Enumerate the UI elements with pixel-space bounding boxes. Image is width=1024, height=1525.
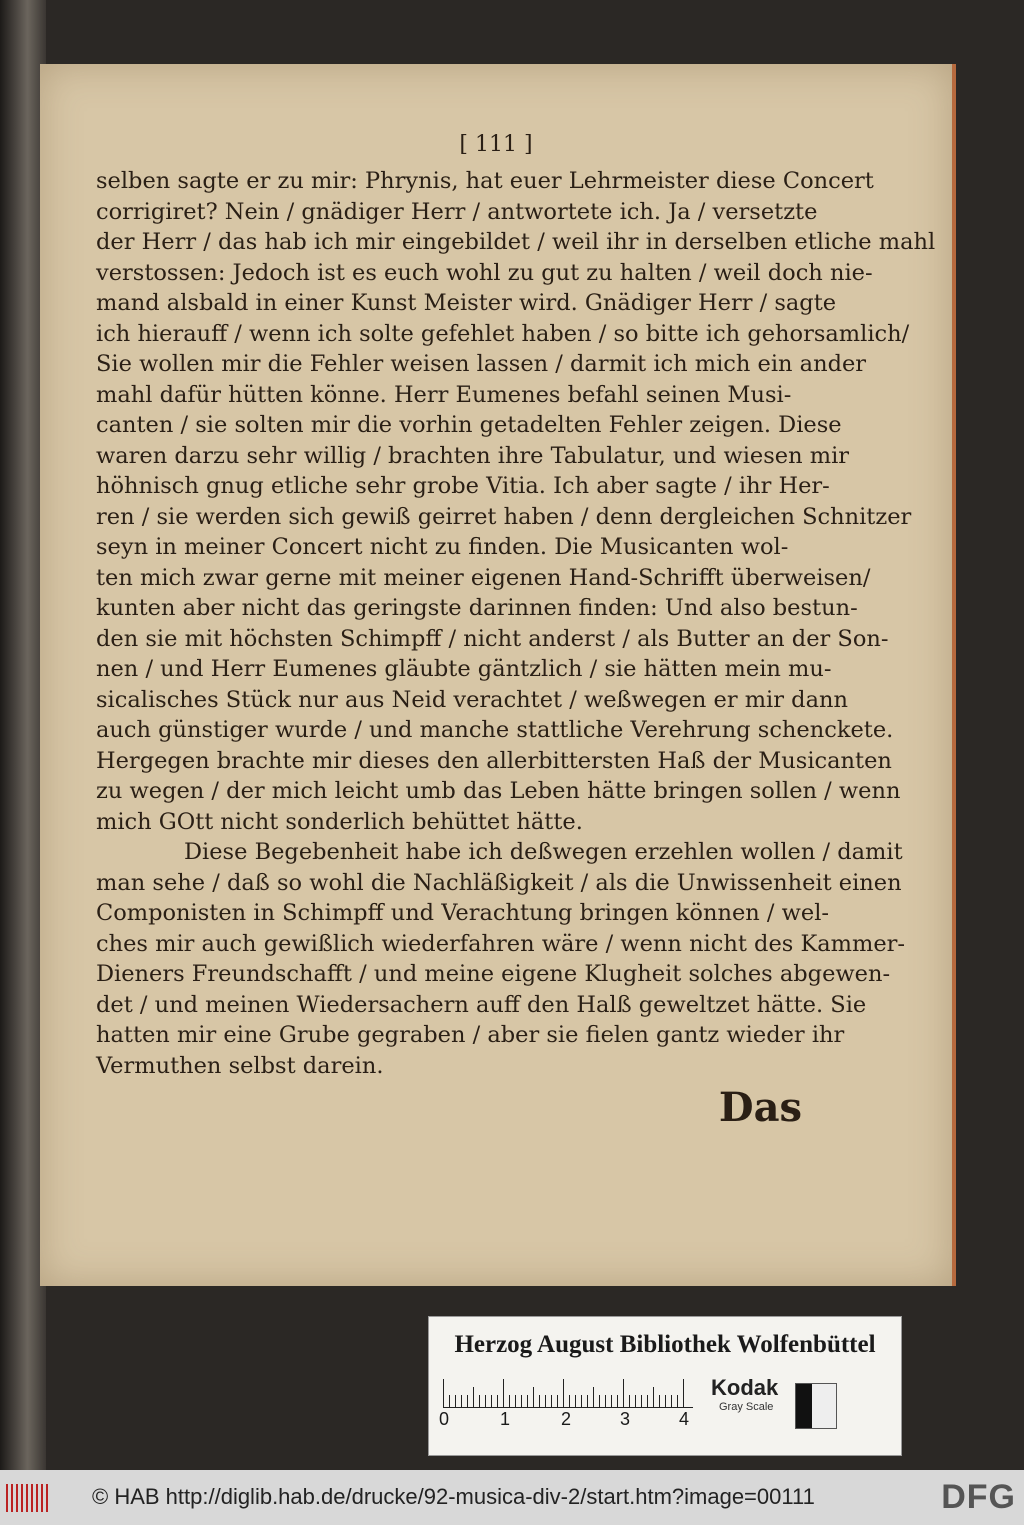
- ruler-tick: [557, 1395, 558, 1407]
- ruler-tick: [671, 1395, 672, 1407]
- ruler-tick: [683, 1379, 684, 1407]
- ruler-number: 3: [620, 1409, 631, 1429]
- text-line: waren darzu sehr willig / brachten ihre Tabulatur, und wiesen mir: [96, 442, 850, 469]
- text-line: selben sagte er zu mir: Phrynis, hat euer Lehrmeister diese Concert: [96, 168, 874, 194]
- ruler-tick: [509, 1395, 510, 1407]
- ruler-number: 2: [561, 1409, 572, 1429]
- ruler-tick: [551, 1395, 552, 1407]
- ruler-tick: [611, 1395, 612, 1407]
- catchword: Das: [718, 1084, 802, 1131]
- text-line: zu wegen / der mich leicht umb das Leben hätte bringen sollen / wenn: [96, 778, 901, 804]
- dfg-logo: DFG: [941, 1478, 1016, 1516]
- ruler-tick: [497, 1395, 498, 1407]
- text-line: Hergegen brachte mir dieses den allerbittersten Haß der Musicanten: [96, 747, 892, 774]
- ruler-tick: [623, 1379, 624, 1407]
- library-name: Herzog August Bibliothek Wolfenbüttel: [454, 1331, 876, 1358]
- book-page: [40, 64, 956, 1286]
- ruler-tick: [581, 1395, 582, 1407]
- ruler-tick: [521, 1395, 522, 1407]
- ruler-tick: [485, 1395, 486, 1407]
- ruler-tick: [461, 1395, 462, 1407]
- ruler-tick: [479, 1395, 480, 1407]
- text-line: ich hierauff / wenn ich solte gefehlet haben / so bitte ich gehorsamlich/: [96, 320, 910, 347]
- ruler-number: 1: [500, 1409, 511, 1429]
- text-line: ten mich zwar gerne mit meiner eigenen Hand-Schrifft überweisen/: [96, 564, 871, 591]
- text-line: Diese Begebenheit habe ich deßwegen erzehlen wollen / damit: [184, 839, 903, 865]
- text-line: sicalisches Stück nur aus Neid verachtet / weßwegen er mir dann: [96, 686, 848, 713]
- ruler-tick: [641, 1395, 642, 1407]
- color-target-card: [428, 1316, 902, 1456]
- ruler-number: 0: [439, 1409, 450, 1429]
- text-line: hatten mir eine Grube gegraben / aber sie fielen gantz wieder ihr: [96, 1022, 845, 1048]
- scale-ruler: [443, 1377, 693, 1408]
- text-line: mand alsbald in einer Kunst Meister wird. Gnädiger Herr / sagte: [96, 290, 837, 316]
- ruler-tick: [545, 1395, 546, 1407]
- text-line: den sie mit höchsten Schimpff / nicht anderst / als Butter an der Son-: [96, 625, 889, 652]
- ruler-number: 4: [679, 1409, 690, 1429]
- ruler-tick: [647, 1395, 648, 1407]
- text-line: der Herr / das hab ich mir eingebildet / weil ihr in derselben etliche mahl: [96, 229, 936, 255]
- text-line: man sehe / daß so wohl die Nachläßigkeit / als die Unwissenheit einen: [96, 869, 902, 896]
- ruler-tick: [533, 1387, 534, 1407]
- text-line: Componisten in Schimpff und Verachtung bringen können / wel-: [96, 900, 830, 926]
- ruler-tick: [629, 1395, 630, 1407]
- text-line: Sie wollen mir die Fehler weisen lassen / darmit ich mich ein ander: [96, 351, 867, 377]
- barcode-icon: [6, 1484, 50, 1512]
- ruler-tick: [653, 1387, 654, 1407]
- gray-patch: [795, 1383, 837, 1429]
- ruler-tick: [473, 1387, 474, 1407]
- text-line: verstossen: Jedoch ist es euch wohl zu gut zu halten / weil doch nie-: [96, 259, 873, 286]
- text-line: Vermuthen selbst darein.: [96, 1052, 384, 1079]
- text-line: ches mir auch gewißlich wiederfahren wäre / wenn nicht des Kammer-: [96, 930, 906, 957]
- kodak-logo: Kodak: [711, 1375, 779, 1400]
- ruler-tick: [455, 1395, 456, 1407]
- text-line: höhnisch gnug etliche sehr grobe Vitia. Ich aber sagte / ihr Her-: [96, 473, 830, 499]
- ruler-tick: [569, 1395, 570, 1407]
- text-line: ren / sie werden sich gewiß geirret haben / denn dergleichen Schnitzer: [96, 503, 912, 530]
- text-line: seyn in meiner Concert nicht zu finden. Die Musicanten wol-: [96, 534, 789, 560]
- text-line: kunten aber nicht das geringste darinnen finden: Und also bestun-: [96, 595, 858, 621]
- ruler-tick: [659, 1395, 660, 1407]
- ruler-tick: [449, 1395, 450, 1407]
- ruler-tick: [593, 1387, 594, 1407]
- ruler-tick: [635, 1395, 636, 1407]
- text-line: nen / und Herr Eumenes gläubte gäntzlich / sie hätten mein mu-: [96, 656, 832, 682]
- text-line: det / und meinen Wiedersachern auff den Halß geweltzet hätte. Sie: [96, 991, 867, 1018]
- text-line: mahl dafür hütten könne. Herr Eumenes befahl seinen Musi-: [96, 381, 792, 408]
- text-line: canten / sie solten mir die vorhin getadelten Fehler zeigen. Diese: [96, 412, 842, 438]
- ruler-tick: [443, 1379, 444, 1407]
- ruler-tick: [617, 1395, 618, 1407]
- gray-scale-label: Gray Scale: [719, 1401, 774, 1413]
- ruler-tick: [491, 1395, 492, 1407]
- ruler-tick: [575, 1395, 576, 1407]
- ruler-tick: [503, 1379, 504, 1407]
- source-url: © HAB http://diglib.hab.de/drucke/92-musica-div-2/start.htm?image=00111: [92, 1484, 815, 1509]
- text-line: corrigiret? Nein / gnädiger Herr / antwortete ich. Ja / versetzte: [96, 198, 818, 225]
- ruler-tick: [677, 1395, 678, 1407]
- ruler-tick: [527, 1395, 528, 1407]
- ruler-tick: [599, 1395, 600, 1407]
- page-text: [96, 166, 936, 1081]
- ruler-tick: [665, 1395, 666, 1407]
- ruler-tick: [539, 1395, 540, 1407]
- ruler-tick: [563, 1379, 564, 1407]
- text-line: auch günstiger wurde / und manche stattliche Verehrung schenckete.: [96, 717, 894, 743]
- ruler-tick: [605, 1395, 606, 1407]
- ruler-tick: [515, 1395, 516, 1407]
- text-line: Dieners Freundschafft / und meine eigene Klugheit solches abgewen-: [96, 961, 891, 987]
- text-line: mich GOtt nicht sonderlich behüttet hätte.: [96, 808, 583, 835]
- ruler-tick: [587, 1395, 588, 1407]
- page-number: [ 111 ]: [459, 132, 533, 157]
- ruler-tick: [467, 1395, 468, 1407]
- footer-bar: [0, 1470, 1024, 1525]
